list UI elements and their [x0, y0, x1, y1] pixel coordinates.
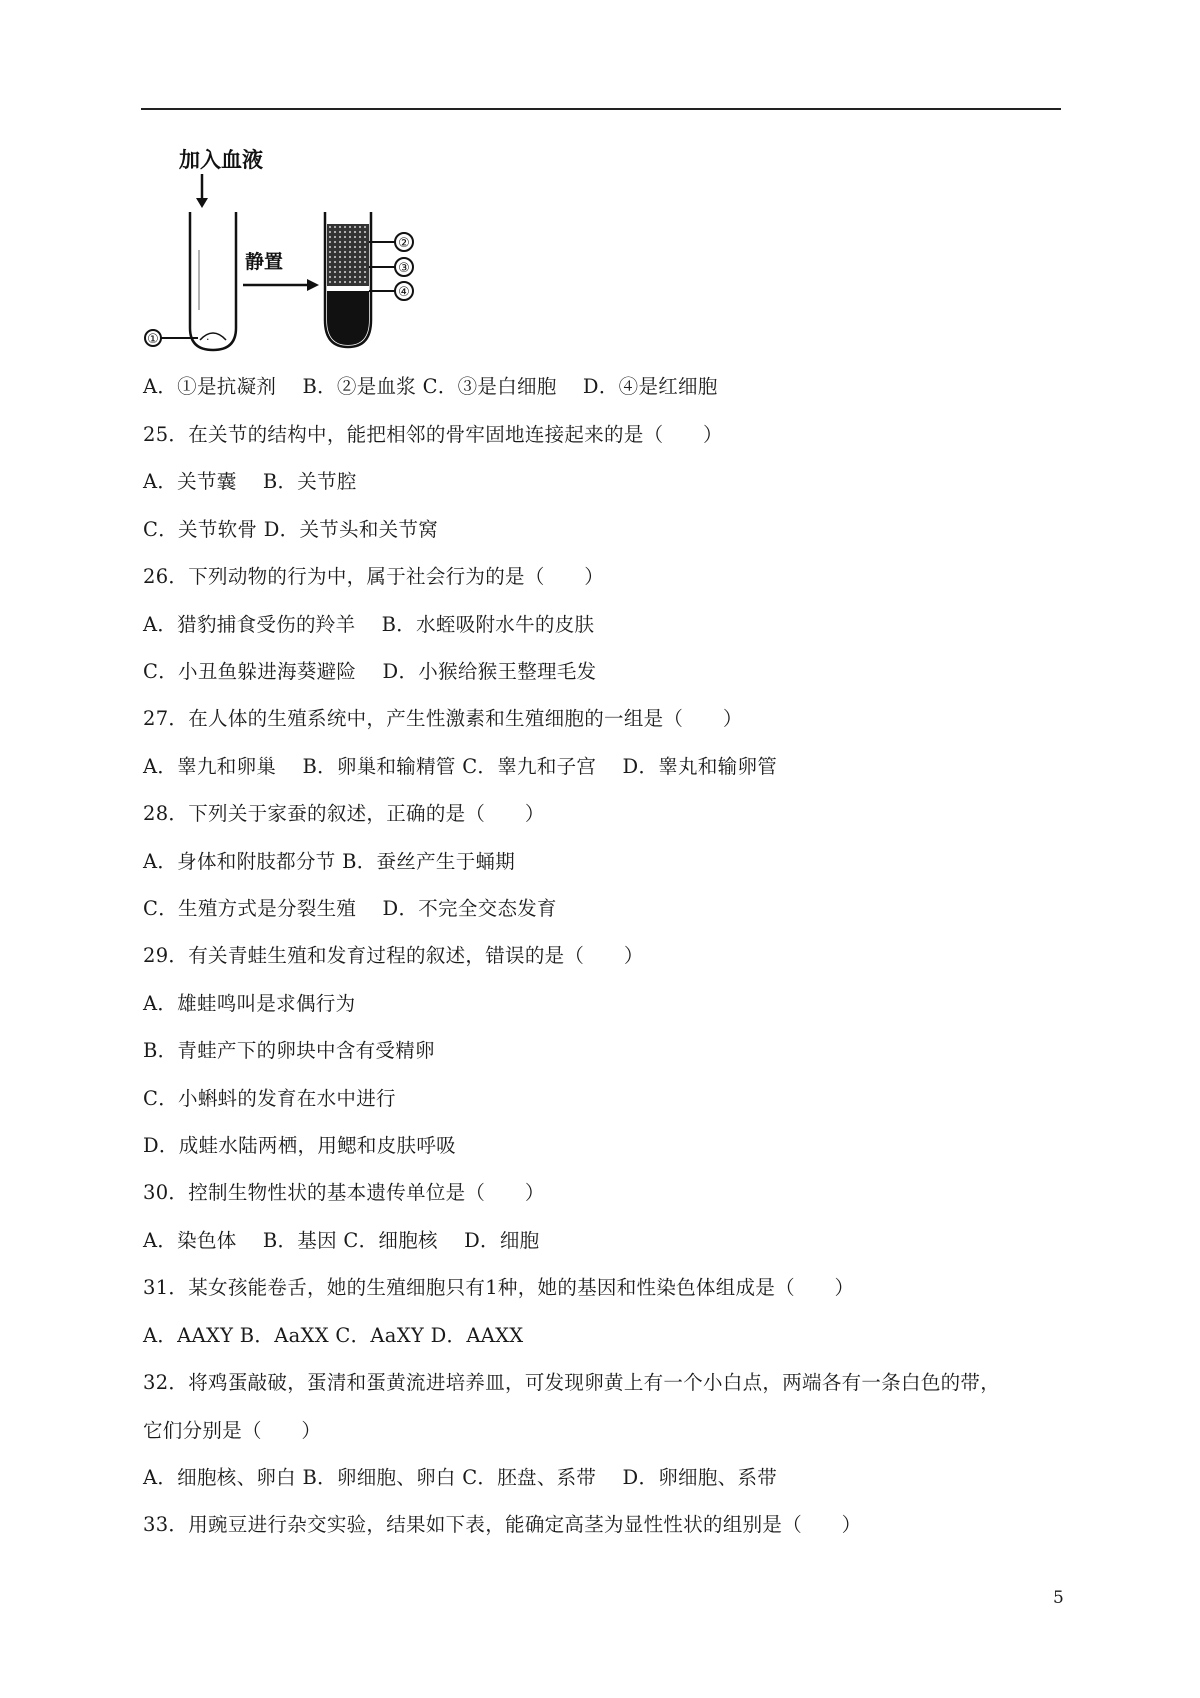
q30-question: 30．控制生物性状的基本遗传单位是（ ） — [143, 1181, 545, 1204]
header-rule — [141, 108, 1061, 110]
q25-options-cd: C．关节软骨 D．关节头和关节窝 — [143, 518, 439, 541]
blood-test-tube-figure — [143, 140, 443, 355]
q30-options: A．染色体 B．基因 C．细胞核 D．细胞 — [143, 1229, 540, 1252]
q27-options: A．睾九和卵巢 B．卵巢和输精管 C．睾九和子宫 D．睾丸和输卵管 — [143, 755, 778, 778]
q28-question: 28．下列关于家蚕的叙述，正确的是（ ） — [143, 802, 545, 825]
q27-question: 27．在人体的生殖系统中，产生性激素和生殖细胞的一组是（ ） — [143, 707, 743, 730]
settle-label: 静置 — [245, 251, 284, 273]
q32-question: 32．将鸡蛋敲破，蛋清和蛋黄流进培养皿，可发现卵黄上有一个小白点，两端各有一条白色的带， — [143, 1371, 1001, 1394]
q31-question: 31．某女孩能卷舌，她的生殖细胞只有1种，她的基因和性染色体组成是（ ） — [143, 1276, 855, 1299]
q26-question: 26．下列动物的行为中，属于社会行为的是（ ） — [143, 565, 605, 588]
q24-options: A．①是抗凝剂 B．②是血浆 C．③是白细胞 D．④是红细胞 — [143, 375, 718, 398]
q26-options-ab: A．猎豹捕食受伤的羚羊 B．水蛭吸附水牛的皮肤 — [143, 613, 595, 636]
marker-2: ② — [398, 236, 410, 251]
q32-question-cont: 它们分别是（ ） — [143, 1419, 322, 1442]
q33-question: 33．用豌豆进行杂交实验，结果如下表，能确定高茎为显性性状的组别是（ ） — [143, 1513, 862, 1536]
q29-option-a: A．雄蛙鸣叫是求偶行为 — [143, 992, 356, 1015]
q29-option-b: B．青蛙产下的卵块中含有受精卵 — [143, 1039, 435, 1062]
q25-options-ab: A．关节囊 B．关节腔 — [143, 470, 357, 493]
q29-question: 29．有关青蛙生殖和发育过程的叙述，错误的是（ ） — [143, 944, 644, 967]
q29-option-d: D．成蛙水陆两栖，用鳃和皮肤呼吸 — [143, 1134, 456, 1157]
test-tube-diagram — [143, 140, 443, 355]
page-number: 5 — [1053, 1588, 1064, 1608]
q31-options: A．AAXY B．AaXX C．AaXY D．AAXX — [143, 1324, 524, 1347]
q28-options-cd: C．生殖方式是分裂生殖 D．不完全交态发育 — [143, 897, 557, 920]
svg-text:·: · — [206, 333, 210, 346]
q32-options: A．细胞核、卵白 B．卵细胞、卵白 C．胚盘、系带 D．卵细胞、系带 — [143, 1466, 778, 1489]
q26-options-cd: C．小丑鱼躲进海葵避险 D．小猴给猴王整理毛发 — [143, 660, 597, 683]
marker-1: ① — [147, 332, 159, 347]
marker-4: ④ — [398, 285, 410, 300]
q25-question: 25．在关节的结构中，能把相邻的骨牢固地连接起来的是（ ） — [143, 423, 723, 446]
marker-3: ③ — [398, 261, 410, 276]
q29-option-c: C．小蝌蚪的发育在水中进行 — [143, 1087, 396, 1110]
add-blood-label: 加入血液 — [179, 148, 263, 172]
q28-options-ab: A．身体和附肢都分节 B．蚕丝产生于蛹期 — [143, 850, 516, 873]
